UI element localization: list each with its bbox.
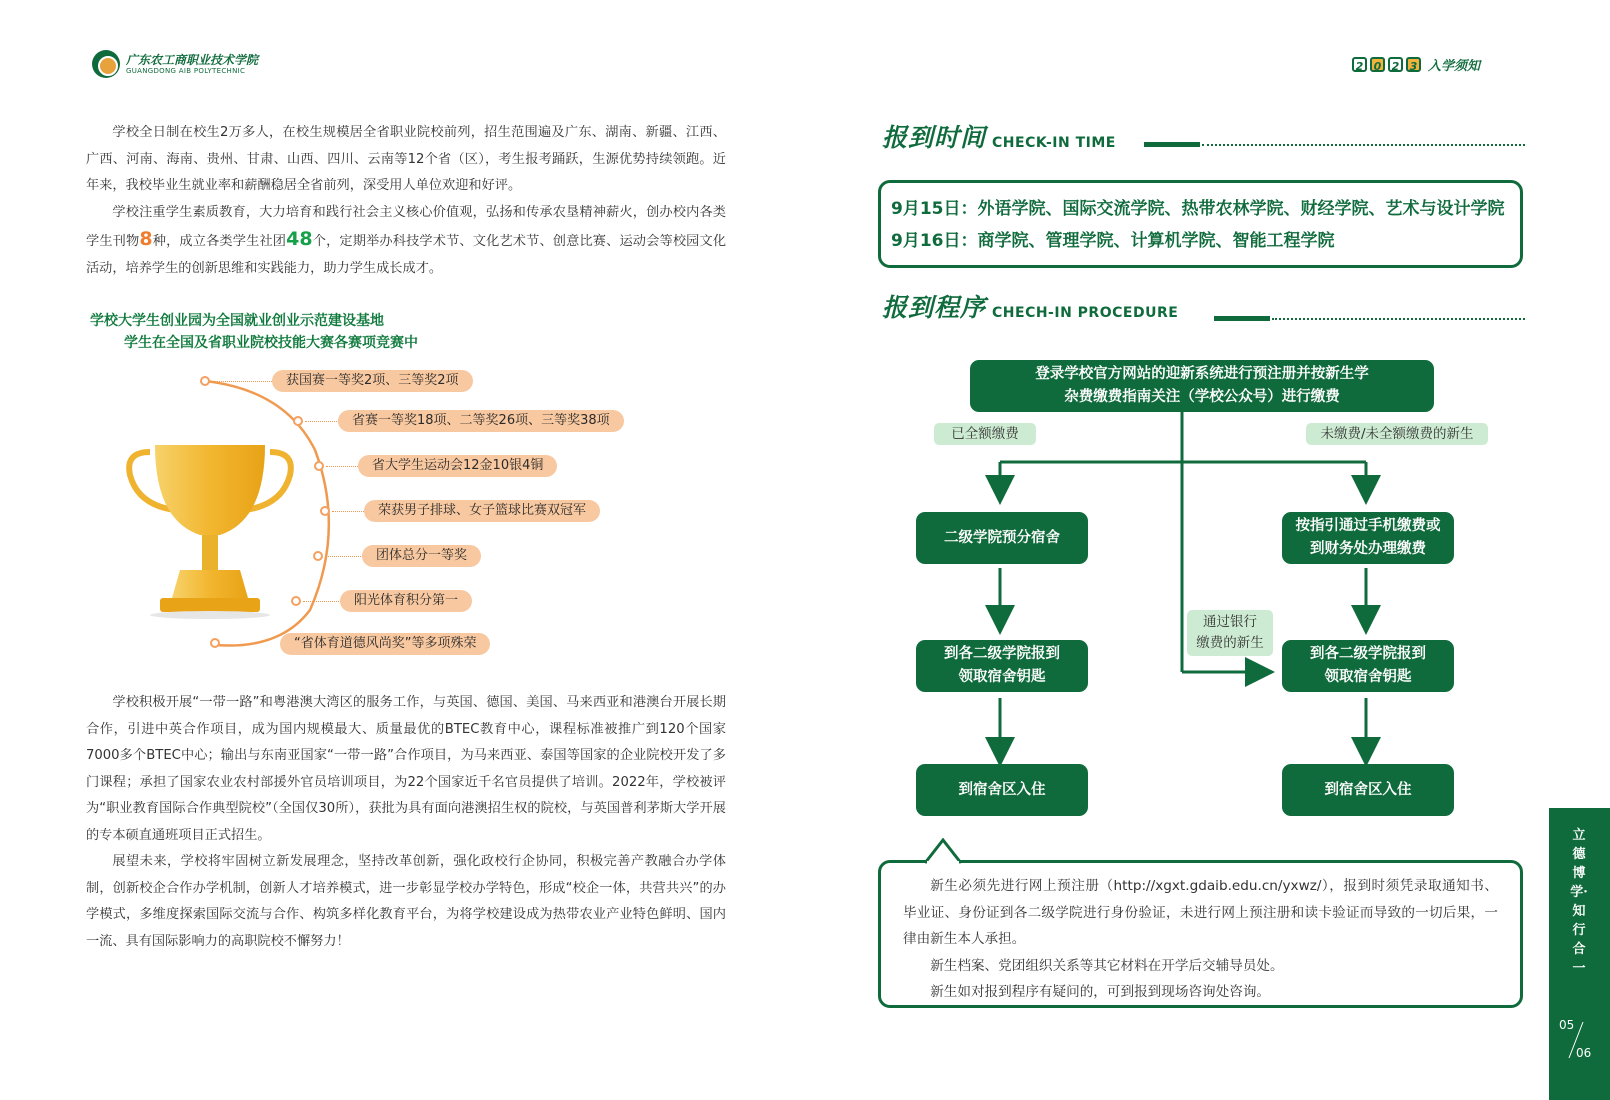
- headline-entrepreneurship: 学校大学生创业园为全国就业创业示范建设基地: [90, 313, 384, 329]
- paragraph-outlook: 展望未来，学校将牢固树立新发展理念，坚持改革创新，强化政校行企协同，积极完善产教融合办学体制，创新校企合作办学机制，创新人才培养模式，进一步彰显学校办学特色，形成“校企一体，共营共兴”的办学模式，多维度探索国际交流与合作、构筑多样化教育平台，为将学校建设成为热带农业产业特色鲜明、国内一流、具有国际影响力的高职院校不懈努力！: [86, 854, 726, 949]
- page-number-right: 06: [1576, 1046, 1592, 1060]
- checkin-procedure-title-en: CHECH-IN PROCEDURE: [992, 305, 1179, 321]
- school-logo: [92, 50, 258, 78]
- year-digit: 3: [1406, 57, 1421, 72]
- notice-preregistration: 新生必须先进行网上预注册（http://xgxt.gdaib.edu.cn/yxwz/），报到时须凭录取通知书、毕业证、身份证到各二级学院进行身份验证，未进行网上预注册和读卡验证而导致的一切后果，一律由新生本人承担。: [903, 878, 1498, 947]
- checkin-time-title-en: CHECK-IN TIME: [992, 135, 1116, 151]
- side-motto: 立德博学·知行合一: [1570, 828, 1588, 976]
- notice-enquiry: 新生如对报到程序有疑问的，可到报到现场咨询处咨询。: [930, 984, 1271, 1000]
- award-item: “省体育道德风尚奖”等多项殊荣: [280, 633, 490, 655]
- checkin-procedure-title-cn: 报到程序: [882, 293, 987, 322]
- award-item: 获国赛一等奖2项、三等奖2项: [272, 370, 473, 392]
- checkin-day-1: 9月15日：外语学院、国际交流学院、热带农林学院、财经学院、艺术与设计学院: [891, 199, 1505, 219]
- intro-paragraphs: [86, 120, 726, 282]
- headline-competition: 学生在全国及省职业院校技能大赛各赛项竞赛中: [124, 335, 418, 351]
- trophy-illustration: [110, 370, 370, 670]
- page-number-left: 05: [1559, 1018, 1575, 1032]
- award-marker: [200, 376, 210, 386]
- award-marker: [291, 596, 301, 606]
- year-badge: [1352, 55, 1480, 74]
- tag-unpaid: 未缴费/未全额缴费的新生: [1306, 423, 1488, 445]
- school-seal-icon: [92, 50, 120, 78]
- paragraph-enrollment: 学校全日制在校生2万多人，在校生规模居全省职业院校前列，招生范围遍及广东、湖南、新疆、江西、广西、河南、海南、贵州、甘肃、山西、四川、云南等12个省（区），考生报考踊跃，生源优势持续领跑。近年来，我校毕业生就业率和薪酬稳居全省前列，深受用人单位欢迎和好评。: [86, 125, 726, 193]
- checkin-time-title-cn: 报到时间: [882, 123, 987, 152]
- journal-count: 8: [139, 228, 153, 250]
- award-item: 团体总分一等奖: [362, 545, 481, 567]
- award-item: 阳光体育积分第一: [340, 590, 472, 612]
- award-marker: [313, 551, 323, 561]
- trophy-icon: [129, 445, 291, 619]
- year-digit: 2: [1388, 57, 1403, 72]
- award-marker: [314, 461, 324, 471]
- flow-step-move-in-right: 到宿舍区入住: [1282, 764, 1454, 816]
- international-paragraphs: [86, 690, 726, 955]
- paragraph-international: 学校积极开展“一带一路”和粤港澳大湾区的服务工作，与英国、德国、美国、马来西亚和港澳台开展长期合作，引进中英合作项目，成为国内规模最大、质量最优的BTEC教育中心，课程标准被推广到120个国家7000多个BTEC中心；输出与东南亚国家“一带一路”合作项目，为马来西亚、泰国等国家的企业院校开发了多门课程；承担了国家农业农村部援外官员培训项目，为22个国家近千名官员提供了培训。2022年，学校被评为“职业教育国际合作典型院校”（全国仅30所），获批为具有面向港澳招生权的院校，与英国普利茅斯大学开展的专本硕直通班项目正式招生。: [86, 695, 726, 843]
- logo-chinese-name: 广东农工商职业技术学院: [126, 52, 259, 67]
- flow-step-report-left: 到各二级学院报到 领取宿舍钥匙: [916, 640, 1088, 692]
- checkin-day-2: 9月16日：商学院、管理学院、计算机学院、智能工程学院: [891, 231, 1335, 251]
- award-marker: [210, 638, 220, 648]
- checkin-time-box: [878, 180, 1523, 268]
- logo-english-name: GUANGDONG AIB POLYTECHNIC: [126, 66, 246, 75]
- paragraph-quality-education: 学校注重学生素质教育，大力培育和践行社会主义核心价值观，弘扬和传承农垦精神薪火，创办校内各类学生刊物8种，成立各类学生社团48个，定期举办科技学术节、文化艺术节、创意比赛、运动会等校园文化活动，培养学生的创新思维和实践能力，助力学生成长成才。: [86, 204, 727, 276]
- checkin-procedure-title: [882, 288, 1178, 324]
- notice-pointer: [925, 838, 965, 864]
- club-count: 48: [286, 228, 313, 250]
- award-marker: [293, 416, 303, 426]
- flow-step-dorm-assignment: 二级学院预分宿舍: [916, 512, 1088, 564]
- tag-fully-paid: 已全额缴费: [934, 423, 1036, 445]
- award-item: 省赛一等奖18项、二等奖26项、三等奖38项: [338, 410, 624, 432]
- checkin-time-title: [882, 118, 1116, 154]
- award-marker: [320, 506, 330, 516]
- tag-bank-payment: 通过银行 缴费的新生: [1187, 610, 1273, 656]
- notice-box: [878, 860, 1523, 1008]
- flow-step-move-in-left: 到宿舍区入住: [916, 764, 1088, 816]
- flow-step-pay-fees: 按指引通过手机缴费或 到财务处办理缴费: [1282, 512, 1454, 564]
- year-digit: 0: [1370, 57, 1385, 72]
- year-digit: 2: [1352, 57, 1367, 72]
- award-item: 省大学生运动会12金10银4铜: [358, 455, 557, 477]
- award-item: 荣获男子排球、女子篮球比赛双冠军: [364, 500, 600, 522]
- year-badge-label: 入学须知: [1427, 59, 1480, 74]
- flow-step-preregister: 登录学校官方网站的迎新系统进行预注册并按新生学 杂费缴费指南关注（学校公众号）进行缴费: [970, 360, 1434, 412]
- flow-step-report-right: 到各二级学院报到 领取宿舍钥匙: [1282, 640, 1454, 692]
- notice-documents: 新生档案、党团组织关系等其它材料在开学后交辅导员处。: [930, 957, 1284, 974]
